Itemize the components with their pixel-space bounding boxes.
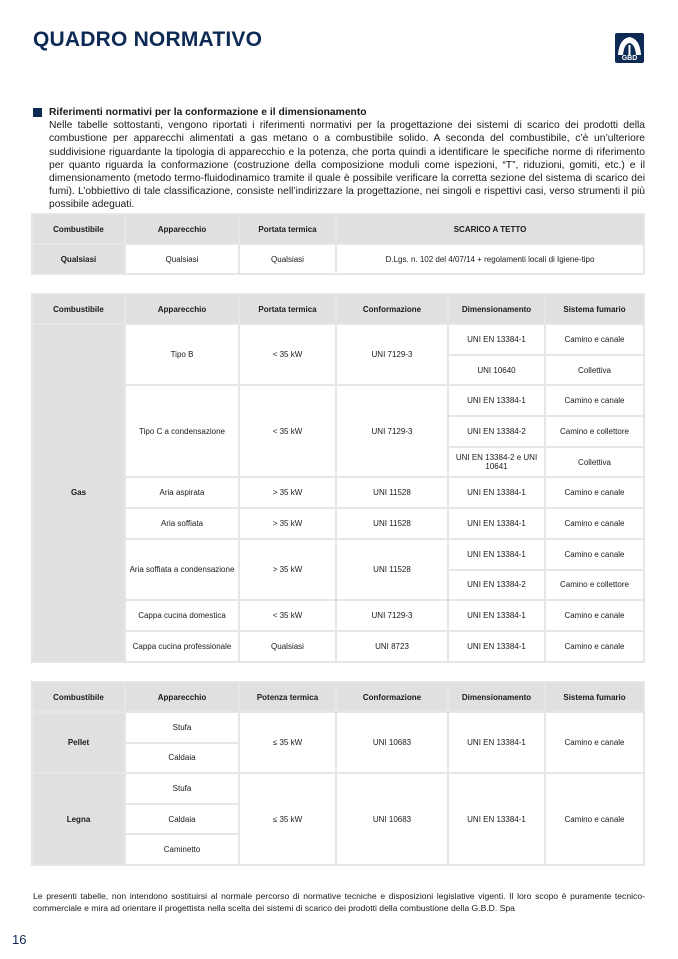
conformation-cell: UNI 10683 <box>337 774 447 864</box>
flue-system-cell: Camino e canale <box>546 632 643 661</box>
header-cell: Dimensionamento <box>449 683 544 711</box>
sizing-cell: UNI EN 13384-1 <box>449 601 544 630</box>
sizing-cell: UNI EN 13384-1 <box>449 325 544 354</box>
roof-discharge-table <box>31 213 645 275</box>
power-cell: > 35 kW <box>240 540 335 599</box>
table-header-row <box>33 683 643 711</box>
header-cell: Combustibile <box>33 215 124 243</box>
header-cell: Apparecchio <box>126 295 238 323</box>
sizing-cell: UNI EN 13384-1 <box>449 632 544 661</box>
flue-system-cell: Camino e canale <box>546 774 643 864</box>
table-cell: D.Lgs. n. 102 del 4/07/14 + regolamenti locali di Igiene-tipo <box>337 245 643 273</box>
header-cell: Conformazione <box>337 295 447 323</box>
fuel-cell: Pellet <box>33 713 124 772</box>
sizing-cell: UNI EN 13384-2 e UNI 10641 <box>449 448 544 477</box>
disclaimer-text: Le presenti tabelle, non intendono sostituirsi al normale percorso di normative tecniche e disposizioni legislative vigenti. Il loro scopo è puramente tecnico-commerciale e mira ad orientare il progettista nella scelta dei sistemi di scarico dei prodotti della combustione della G.B.D. Spa <box>33 891 645 913</box>
power-cell: < 35 kW <box>240 386 335 476</box>
header-cell: Apparecchio <box>126 683 238 711</box>
conformation-cell: UNI 7129-3 <box>337 325 447 384</box>
section-body: Nelle tabelle sottostanti, vengono riportati i riferimenti normativi per la progettazione dei sistemi di scarico dei prodotti della combustione per apparecchi alimentati a gas metano o a combustibile solido. A seconda del combustibile, c’è un’ulteriore suddivisione riguardante la tipologia di apparecchio e la potenza, che porta quindi a identificare le specifiche norme di riferimento per quanto riguarda la conformazione (costruzione della composizione moduli come ispezioni, “T”, riduzioni, gomiti, etc.) e il dimensionamento (metodo termo-fluidodinamico tramite il quale è possibile verificare la corretta sezione del sistema di scarico dei fumi). L’obbiettivo di tale classificazione, consiste nell’indirizzare la progettazione, nei singoli e rispettivi casi, verso strumenti il più possibile adeguati. <box>49 120 645 211</box>
square-bullet-icon <box>33 108 42 117</box>
power-cell: < 35 kW <box>240 325 335 384</box>
sizing-cell: UNI EN 13384-1 <box>449 774 544 864</box>
flue-system-cell: Camino e canale <box>546 601 643 630</box>
table-row <box>33 540 643 569</box>
table-row <box>33 774 643 803</box>
header-cell: Sistema fumario <box>546 295 643 323</box>
header-cell: Sistema fumario <box>546 683 643 711</box>
appliance-cell: Caldaia <box>126 744 238 773</box>
flue-system-cell: Camino e collettore <box>546 417 643 446</box>
power-cell: < 35 kW <box>240 601 335 630</box>
power-cell: ≤ 35 kW <box>240 774 335 864</box>
appliance-cell: Stufa <box>126 774 238 803</box>
header-cell: Conformazione <box>337 683 447 711</box>
appliance-cell: Aria soffiata <box>126 509 238 538</box>
power-cell: > 35 kW <box>240 478 335 507</box>
appliance-cell: Cappa cucina professionale <box>126 632 238 661</box>
flue-system-cell: Camino e canale <box>546 540 643 569</box>
logo-text: GBD <box>621 55 638 62</box>
header-cell: Combustibile <box>33 295 124 323</box>
table-row <box>33 245 643 273</box>
table-row <box>33 713 643 742</box>
header-cell: Dimensionamento <box>449 295 544 323</box>
header-cell: Portata termica <box>240 215 335 243</box>
header-cell: Apparecchio <box>126 215 238 243</box>
power-cell: > 35 kW <box>240 509 335 538</box>
table-row <box>33 325 643 354</box>
flue-system-cell: Camino e canale <box>546 509 643 538</box>
flue-system-cell: Camino e canale <box>546 386 643 415</box>
sizing-cell: UNI EN 13384-1 <box>449 478 544 507</box>
section-heading: Riferimenti normativi per la conformazione e il dimensionamento <box>49 107 367 118</box>
sizing-cell: UNI EN 13384-2 <box>449 571 544 600</box>
table-cell: Qualsiasi <box>240 245 335 273</box>
sizing-cell: UNI EN 13384-1 <box>449 509 544 538</box>
conformation-cell: UNI 7129-3 <box>337 601 447 630</box>
appliance-cell: Caminetto <box>126 835 238 864</box>
fuel-cell: Gas <box>33 325 124 661</box>
flue-system-cell: Camino e canale <box>546 713 643 772</box>
header-cell: SCARICO A TETTO <box>337 215 643 243</box>
header-cell: Combustibile <box>33 683 124 711</box>
header-cell: Potenza termica <box>240 683 335 711</box>
page-number: 16 <box>12 932 27 947</box>
power-cell: Qualsiasi <box>240 632 335 661</box>
conformation-cell: UNI 8723 <box>337 632 447 661</box>
flue-system-cell: Camino e canale <box>546 325 643 354</box>
table-row <box>33 509 643 538</box>
appliance-cell: Tipo B <box>126 325 238 384</box>
intro-section <box>33 106 645 212</box>
appliance-cell: Aria soffiata a condensazione <box>126 540 238 599</box>
appliance-cell: Caldaia <box>126 805 238 834</box>
power-cell: ≤ 35 kW <box>240 713 335 772</box>
table-header-row <box>33 215 643 243</box>
gas-norms-table <box>31 293 645 663</box>
fuel-cell: Legna <box>33 774 124 864</box>
sizing-cell: UNI EN 13384-1 <box>449 386 544 415</box>
conformation-cell: UNI 11528 <box>337 509 447 538</box>
appliance-cell: Tipo C a condensazione <box>126 386 238 476</box>
table-row <box>33 632 643 661</box>
flue-system-cell: Camino e canale <box>546 478 643 507</box>
flue-system-cell: Camino e collettore <box>546 571 643 600</box>
conformation-cell: UNI 11528 <box>337 478 447 507</box>
solid-fuel-norms-table <box>31 681 645 866</box>
logo-mountain-icon <box>615 33 644 55</box>
sizing-cell: UNI 10640 <box>449 356 544 385</box>
page-title: QUADRO NORMATIVO <box>33 28 263 51</box>
header-cell: Portata termica <box>240 295 335 323</box>
sizing-cell: UNI EN 13384-1 <box>449 713 544 772</box>
table-row <box>33 478 643 507</box>
fuel-cell: Qualsiasi <box>33 245 124 273</box>
sizing-cell: UNI EN 13384-2 <box>449 417 544 446</box>
conformation-cell: UNI 10683 <box>337 713 447 772</box>
flue-system-cell: Collettiva <box>546 356 643 385</box>
table-header-row <box>33 295 643 323</box>
conformation-cell: UNI 7129-3 <box>337 386 447 476</box>
sizing-cell: UNI EN 13384-1 <box>449 540 544 569</box>
appliance-cell: Cappa cucina domestica <box>126 601 238 630</box>
flue-system-cell: Collettiva <box>546 448 643 477</box>
gbd-logo <box>615 33 644 63</box>
table-cell: Qualsiasi <box>126 245 238 273</box>
table-row <box>33 386 643 415</box>
conformation-cell: UNI 11528 <box>337 540 447 599</box>
appliance-cell: Aria aspirata <box>126 478 238 507</box>
appliance-cell: Stufa <box>126 713 238 742</box>
table-row <box>33 601 643 630</box>
